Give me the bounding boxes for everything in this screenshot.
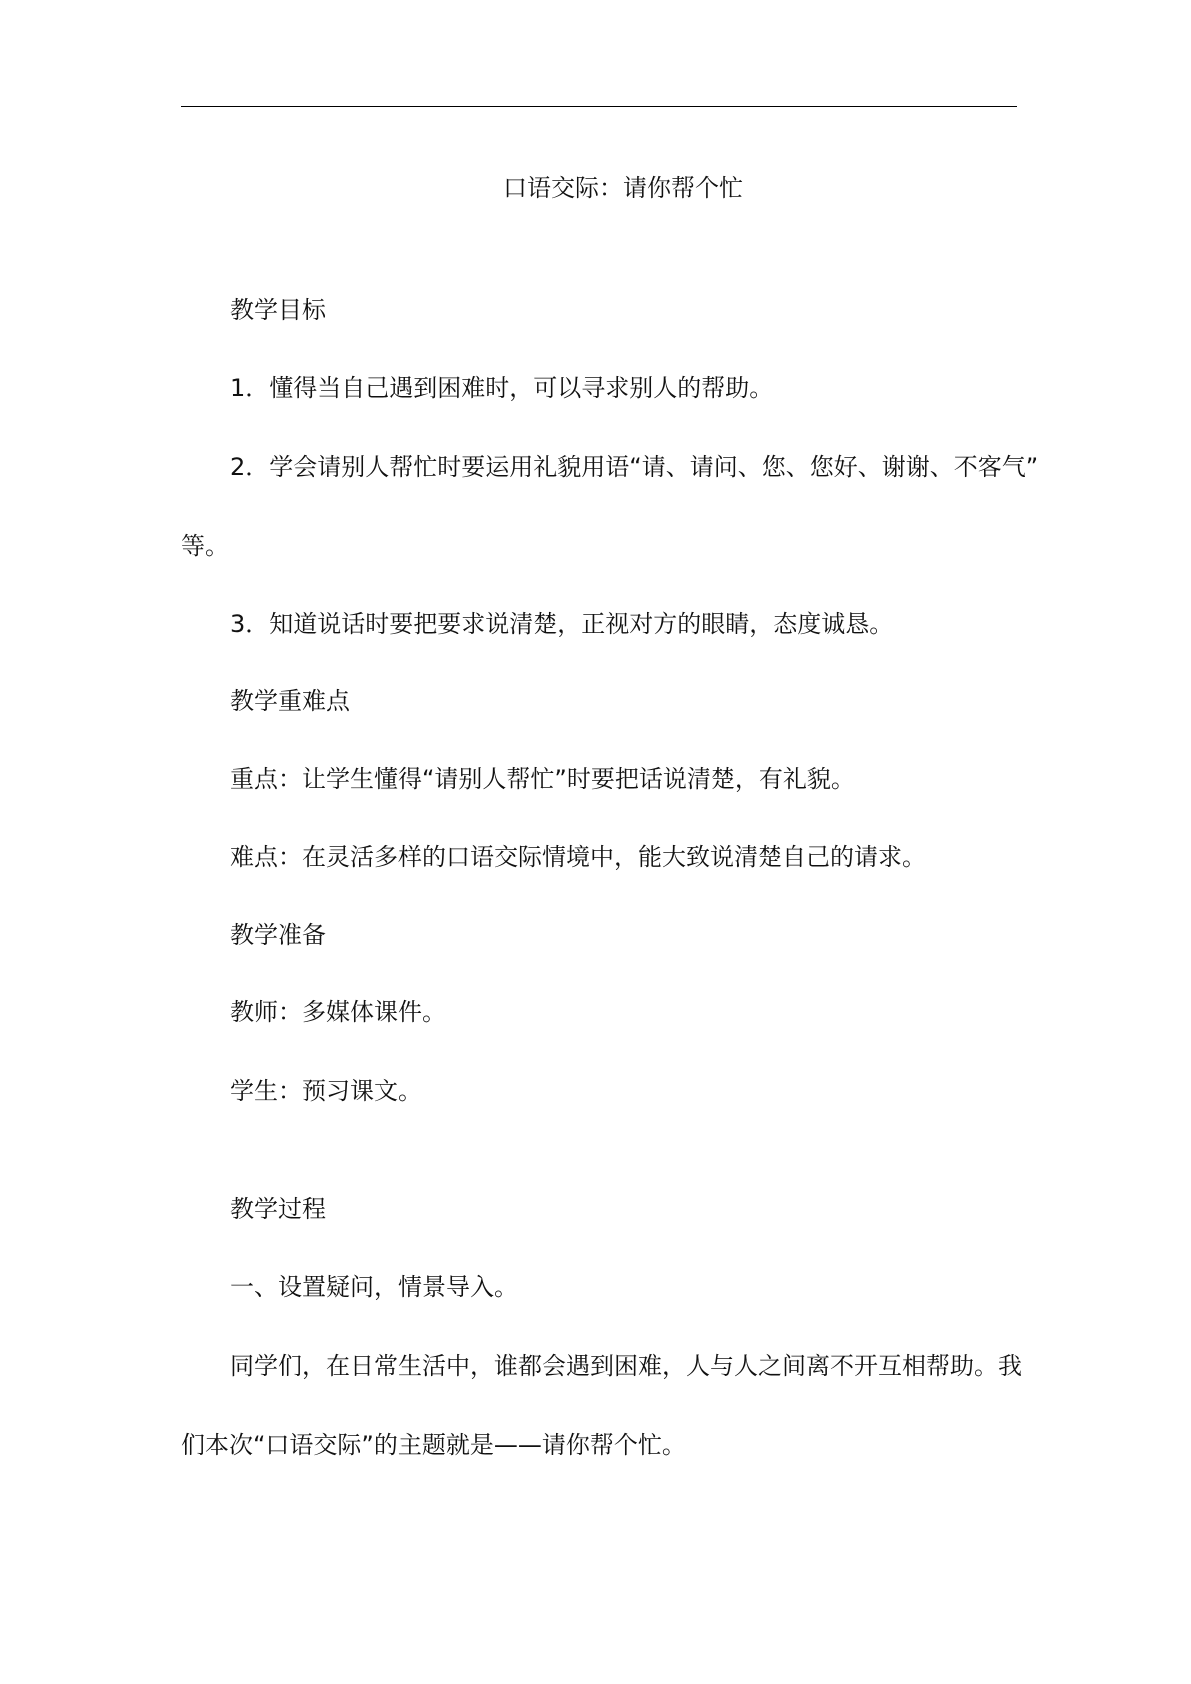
section-heading-preparation: 教学准备 [230,921,326,949]
process-step-1-text: 同学们，在日常生活中，谁都会遇到困难，人与人之间离不开互相帮助。我 [230,1352,1022,1380]
document-title: 口语交际：请你帮个忙 [503,174,743,202]
objective-item-2-continued: 等。 [181,532,229,560]
teacher-preparation: 教师：多媒体课件。 [230,998,446,1026]
header-rule [181,106,1017,107]
objective-item-2: 2．学会请别人帮忙时要运用礼貌用语“请、请问、您、您好、谢谢、不客气” [230,453,1039,481]
section-heading-objectives: 教学目标 [230,296,326,324]
section-heading-key-points: 教学重难点 [230,687,350,715]
process-step-1-heading: 一、设置疑问，情景导入。 [230,1273,518,1301]
section-heading-process: 教学过程 [230,1195,326,1223]
student-preparation: 学生：预习课文。 [230,1077,422,1105]
process-step-1-text-continued: 们本次“口语交际”的主题就是——请你帮个忙。 [181,1431,686,1459]
objective-item-1: 1．懂得当自己遇到困难时，可以寻求别人的帮助。 [230,374,774,402]
objective-item-3: 3．知道说话时要把要求说清楚，正视对方的眼睛，态度诚恳。 [230,610,894,638]
key-point-text: 重点：让学生懂得“请别人帮忙”时要把话说清楚，有礼貌。 [230,765,855,793]
difficult-point-text: 难点：在灵活多样的口语交际情境中，能大致说清楚自己的请求。 [230,843,926,871]
